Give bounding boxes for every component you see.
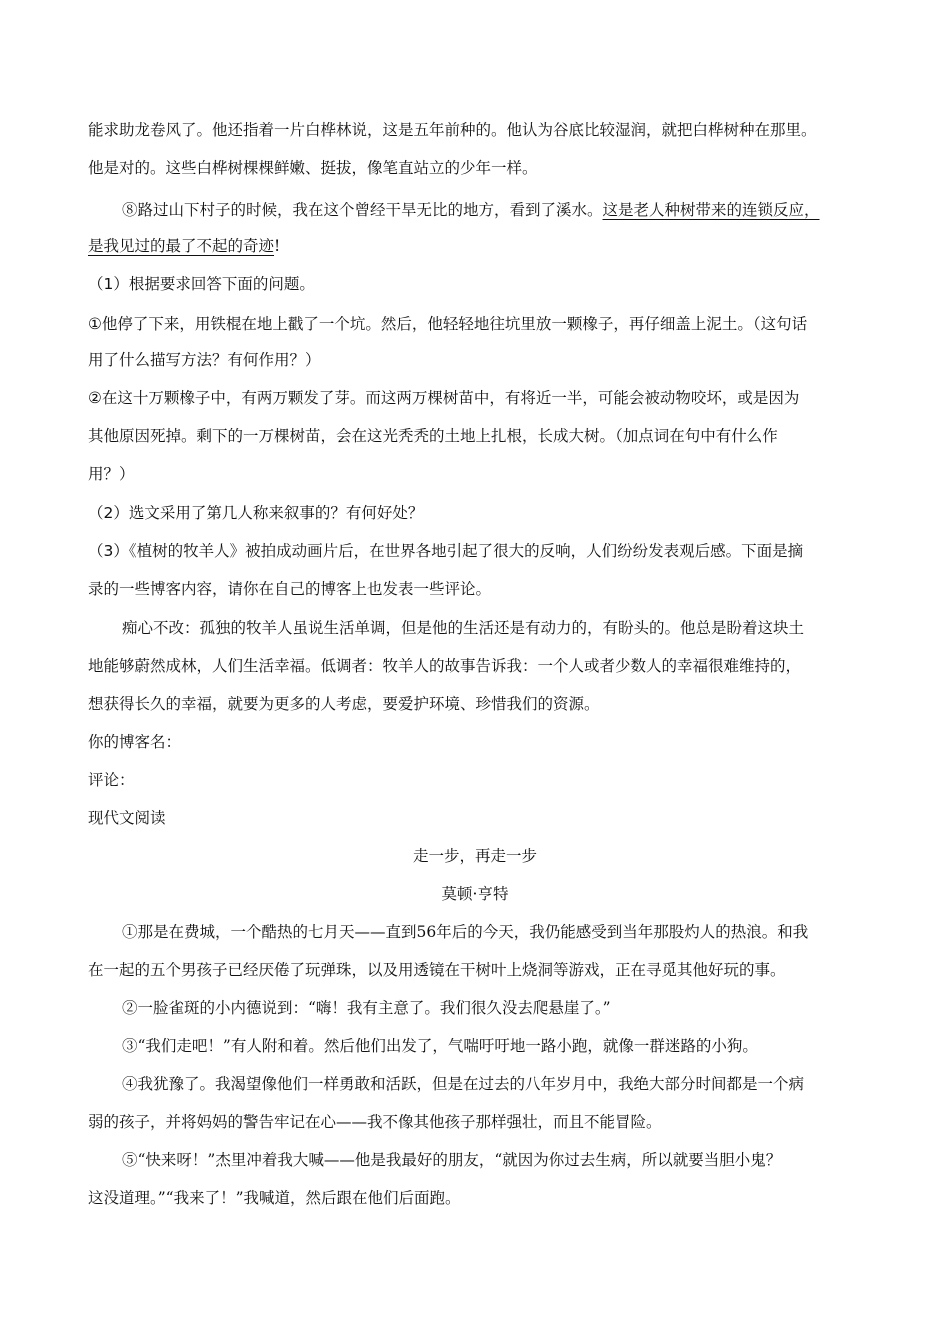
blog-quote-line: 想获得长久的幸福，就要为更多的人考虑，要爱护环境、珍惜我们的资源。	[88, 695, 600, 713]
article-author: 莫顿·亨特	[441, 885, 509, 903]
blog-quote-line: 痴心不改：孤独的牧羊人虽说生活单调，但是他的生活还是有动力的，有盼头的。他总是盼着这块土	[122, 619, 805, 637]
article-paragraph-4-line: ④我犹豫了。我渴望像他们一样勇敢和活跃，但是在过去的八年岁月中，我绝大部分时间都是一个病	[122, 1075, 805, 1093]
question-1a-line: ①他停了下来，用铁棍在地上戳了一个坑。然后，他轻轻地往坑里放一颗橡子，再仔细盖上泥土。（这句话	[88, 315, 808, 333]
question-3-line: （3）《植树的牧羊人》被拍成动画片后，在世界各地引起了很大的反响，人们纷纷发表观后感。下面是摘	[88, 542, 804, 560]
blog-quote-line: 地能够蔚然成林，人们生活幸福。低调者：牧羊人的故事告诉我：一个人或者少数人的幸福很难维持的，	[88, 657, 802, 675]
paragraph-8-text: ⑧路过山下村子的时候，我在这个曾经干旱无比的地方，看到了溪水。	[122, 201, 603, 219]
question-1a-line: 用了什么描写方法？有何作用？）	[88, 351, 321, 369]
article-paragraph-1-line: 在一起的五个男孩子已经厌倦了玩弹珠，以及用透镜在干树叶上烧洞等游戏，正在寻觅其他好玩的事。	[88, 961, 786, 979]
underlined-sentence: 是我见过的最了不起的奇迹	[88, 237, 275, 255]
question-2: （2）选文采用了第几人称来叙事的？有何好处？	[88, 504, 424, 522]
question-1b-line: 其他原因死掉。剩下的一万棵树苗，会在这光秃秃的土地上扎根，长成大树。（加点词在句中有什么作	[88, 427, 778, 445]
blog-name-label: 你的博客名：	[88, 733, 182, 751]
article-paragraph-4-line: 弱的孩子，并将妈妈的警告牢记在心——我不像其他孩子那样强壮，而且不能冒险。	[88, 1113, 662, 1131]
passage-line: 他是对的。这些白桦树棵棵鲜嫩、挺拔，像笔直站立的少年一样。	[88, 159, 538, 177]
article-paragraph-2: ②一脸雀斑的小内德说到：“嗨！我有主意了。我们很久没去爬悬崖了。”	[122, 999, 611, 1017]
article-title: 走一步，再走一步	[412, 847, 537, 865]
article-paragraph-1-line: ①那是在费城，一个酷热的七月天——直到56年后的今天，我仍能感受到当年那股灼人的热浪。和我	[122, 923, 809, 941]
question-1: （1）根据要求回答下面的问题。	[88, 275, 315, 293]
question-1b-line: ②在这十万颗橡子中，有两万颗发了芽。而这两万棵树苗中，有将近一半，可能会被动物咬坏，或是因为	[88, 389, 800, 407]
article-paragraph-3: ③“我们走吧！”有人附和着。然后他们出发了，气喘吁吁地一路小跑，就像一群迷路的小狗。	[122, 1037, 758, 1055]
passage-line: 能求助龙卷风了。他还指着一片白桦林说，这是五年前种的。他认为谷底比较湿润，就把白桦树种在那里。	[88, 121, 817, 139]
article-paragraph-5-line: 这没道理。”“我来了！”我喊道，然后跟在他们后面跑。	[88, 1189, 461, 1207]
comment-label: 评论：	[88, 771, 135, 789]
underlined-sentence: 这是老人种树带来的连锁反应，	[602, 201, 820, 219]
section-label: 现代文阅读	[88, 809, 166, 827]
article-paragraph-5-line: ⑤“快来呀！”杰里冲着我大喊——他是我最好的朋友，“就因为你过去生病，所以就要当胆小鬼？	[122, 1151, 782, 1169]
paragraph-8-line1	[122, 200, 890, 220]
question-3-line: 录的一些博客内容，请你在自己的博客上也发表一些评论。	[88, 580, 492, 598]
paragraph-8-line2: 是我见过的最了不起的奇迹!	[88, 237, 281, 255]
question-1b-line: 用？）	[88, 465, 135, 483]
